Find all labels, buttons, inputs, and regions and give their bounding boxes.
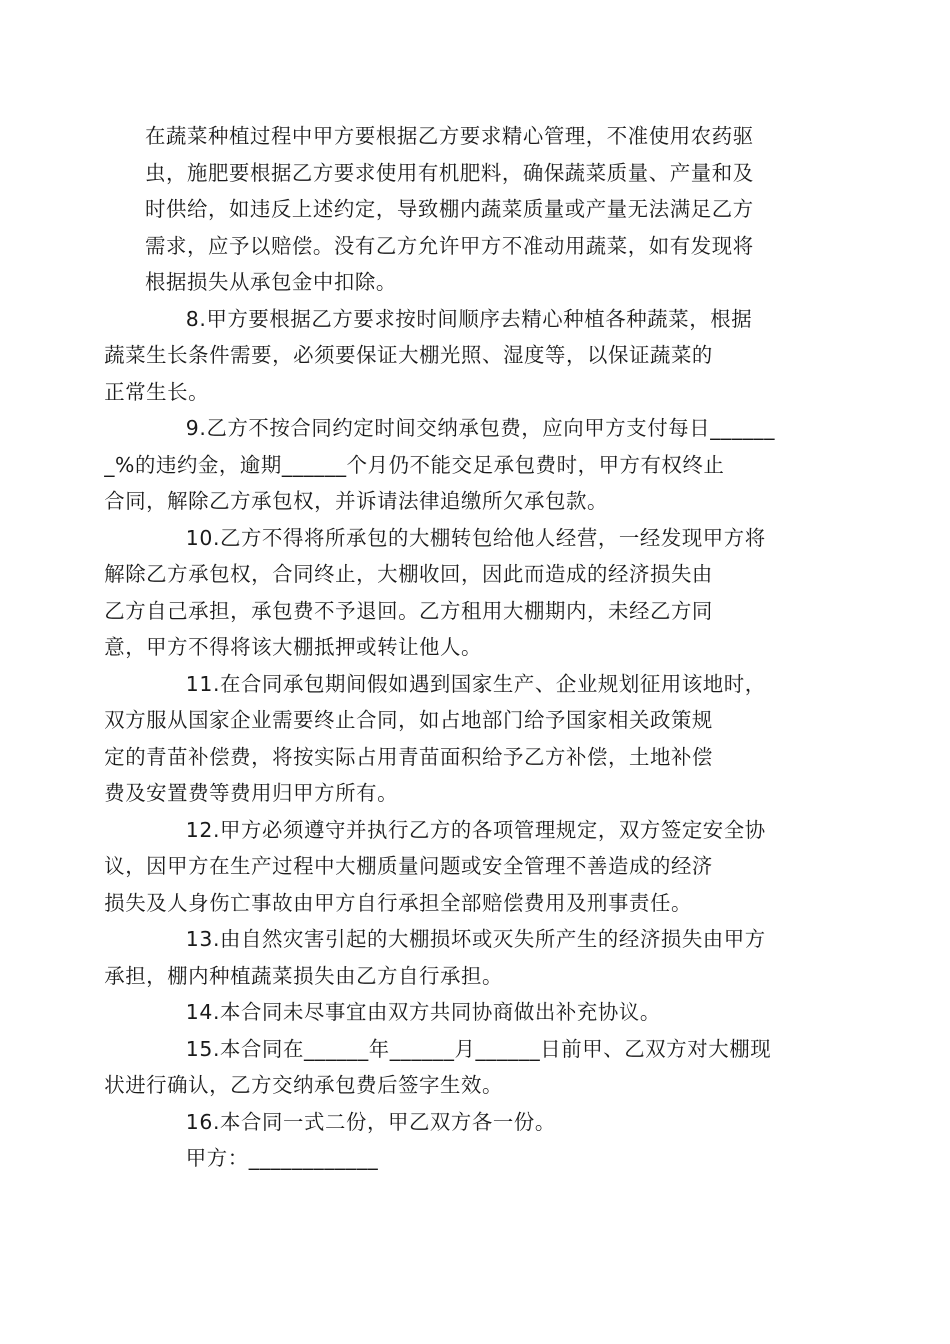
paragraph-line: 13.由自然灾害引起的大棚损坏或灭失所产生的经济损失由甲方 (185, 927, 766, 951)
paragraph-p12 (104, 812, 807, 922)
paragraph-p15 (104, 1031, 807, 1104)
paragraph-line: 承担，棚内种植蔬菜损失由乙方自行承担。 (104, 963, 504, 988)
paragraph-line: 8.甲方要根据乙方要求按时间顺序去精心种植各种蔬菜，根据 (185, 306, 753, 331)
paragraph-line: 9.乙方不按合同约定时间交纳承包费，应向甲方支付每日______ (185, 416, 775, 440)
paragraph-p14 (145, 994, 807, 1031)
document-page (104, 118, 807, 1177)
paragraph-line: 议，因甲方在生产过程中大棚质量问题或安全管理不善造成的经济 (104, 854, 713, 878)
paragraph-p10 (104, 520, 807, 666)
paragraph-line: 14.本合同未尽事宜由双方共同协商做出补充协议。 (185, 1000, 661, 1024)
paragraph-line: 时供给，如违反上述约定，导致棚内蔬菜质量或产量无法满足乙方 (145, 197, 754, 221)
paragraph-line: 蔬菜生长条件需要，必须要保证大棚光照、湿度等，以保证蔬菜的 (104, 343, 713, 367)
paragraph-p16 (145, 1104, 807, 1141)
paragraph-line: 根据损失从承包金中扣除。 (145, 270, 397, 294)
paragraph-line: _%的违约金，逾期______个月仍不能交足承包费时，甲方有权终止 (104, 452, 725, 477)
paragraph-line: 正常生长。 (104, 379, 210, 404)
paragraph-line: 解除乙方承包权，合同终止，大棚收回，因此而造成的经济损失由 (104, 562, 713, 586)
paragraph-line: 双方服从国家企业需要终止合同，如占地部门给予国家相关政策规 (104, 708, 713, 732)
paragraph-line: 损失及人身伤亡事故由甲方自行承担全部赔偿费用及刑事责任。 (104, 890, 692, 915)
paragraph-line: 15.本合同在______年______月______日前甲、乙双方对大棚现 (185, 1036, 772, 1061)
paragraph-line: 需求，应予以赔偿。没有乙方允许甲方不准动用蔬菜，如有发现将 (145, 233, 754, 258)
paragraph-line: 虫，施肥要根据乙方要求使用有机肥料，确保蔬菜质量、产量和及 (145, 160, 754, 185)
paragraph-line: 11.在合同承包期间假如遇到国家生产、企业规划征用该地时， (185, 671, 766, 696)
paragraph-line: 12.甲方必须遵守并执行乙方的各项管理规定，双方签定安全协 (185, 817, 766, 842)
paragraph-line: 合同，解除乙方承包权，并诉请法律追缴所欠承包款。 (104, 489, 608, 513)
paragraph-line: 意，甲方不得将该大棚抵押或转让他人。 (104, 635, 483, 659)
paragraph-p7-cont (145, 118, 807, 301)
paragraph-line: 费及安置费等费用归甲方所有。 (104, 781, 399, 805)
paragraph-p8 (104, 301, 807, 411)
paragraph-line: 10.乙方不得将所承包的大棚转包给他人经营，一经发现甲方将 (185, 525, 766, 550)
paragraph-p11 (104, 666, 807, 812)
document-body (104, 118, 807, 1177)
paragraph-line: 状进行确认，乙方交纳承包费后签字生效。 (104, 1073, 504, 1097)
paragraph-line: 定的青苗补偿费，将按实际占用青苗面积给予乙方补偿，土地补偿 (104, 744, 713, 769)
paragraph-p13 (104, 921, 807, 994)
paragraph-line: 乙方自己承担，承包费不予退回。乙方租用大棚期内，未经乙方同 (104, 598, 713, 623)
paragraph-line: 甲方：____________ (185, 1146, 379, 1170)
paragraph-sign-a (145, 1140, 807, 1177)
paragraph-line: 在蔬菜种植过程中甲方要根据乙方要求精心管理，不准使用农药驱 (145, 124, 754, 148)
paragraph-p9 (104, 410, 807, 520)
paragraph-line: 16.本合同一式二份，甲乙双方各一份。 (185, 1109, 556, 1134)
